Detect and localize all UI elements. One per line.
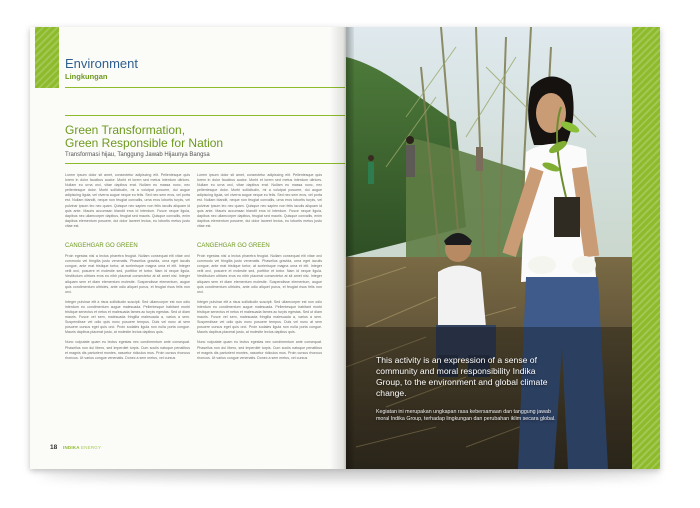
photo-caption-english: This activity is an expression of a sense of community and moral responsibility Indika Group, to the environment and global climate change. bbox=[376, 355, 548, 398]
right-page bbox=[346, 27, 660, 469]
footer-brand bbox=[63, 445, 101, 450]
text-column-right bbox=[197, 173, 322, 361]
headline-line-2: Green Responsible for Nation bbox=[65, 136, 224, 150]
headline-bottom-divider bbox=[65, 163, 345, 164]
body-paragraph: Nunc vulputate quam eu lectus egestas nec condimentum ante consequat. Phasellus non dui libero, sed imperdiet turpis. Cum sociis natoque penatibus et magnis dis parturient montes, nascetur ridiculus mus. Proin cursus rhoncus rhoncus. Ut varius congue venenatis. Donec a sem metus, vel cursus bbox=[65, 340, 190, 360]
body-paragraph: Integer pulvinar elit a risus sollicitudin suscipit. Sed ullamcorper est non odio interdum eu condimentum augue malesuada. Pellentesque habitant morbi tristique senectus et netus et malesuada fames ac turpis egestas. Sed ut diam mauris. Fusce vel sem, malesuada fringilla malesuada a, varius a sem. Suspendisse vel odio quis nunc posuere tempus. Duis vel nunc at sem posuere cursus eget quis orci. Proin sodales ligula non nulla porta congue. Mauris dapibus placerat justo, at molestie lectus dapibus quis. bbox=[197, 299, 322, 335]
footer-brand-light: ENERGY bbox=[81, 445, 102, 450]
header-divider bbox=[65, 87, 345, 88]
section-color-band bbox=[632, 27, 660, 469]
body-paragraph: Proin egestas nisl a lectus pharetra feugiat. Nullam consequat elit vitae orci commodo vel fringilla justo venenatis. Phasellus gravida, urna eget iaculis congue, ante erat tristique tortor, at scelerisque magna urna et elit. Integer velit orci, posuere et molestie sed, porttitor et tortor. Nam id neque ligula. Vestibulum ultrices eros eu nibh placerat consectetur at sit amet nisi. Integer aliquam sem et diam elementum molestie. Suspendisse elementum, augue quis condimentum ultricies, ante odio aliquet purus, et feugiat risus felis non orci. bbox=[197, 254, 322, 294]
tree-planting-photo bbox=[346, 27, 660, 469]
intro-paragraph: Lorem ipsum dolor sit amet, consectetur adipiscing elit. Pellentesque quis lorem in dolor faucibus auctor. Morbi et lorem sed metus interdum ultrices. Nullam eu urna orci, vitae dapibus erat. Nullam eu massa nunc, nec pellentesque dolor. Morbi sollicitudin, mi a volutpat posuere, dui augue adipiscing ligula, vel viverra augue neque eu felis. Sed nec sem eros, vel porta est. Nullam blandit, neque non feugiat convallis, urna eros lobortis turpis, vel pulvinar ipsum leo nec quam. Quisque nec sapien non felis iaculis aliquam id quis ante. Mauris accumsan blandit eros id interdum. Fusce neque ligula, dapibus nec ullamcorper dapibus, feugiat sed mauris. Quisque convallis, enim dapibus elementum posuere, dui dolor laoreet lectus, eu lobortis metus justo vitae est. bbox=[197, 173, 322, 228]
body-paragraph: Nunc vulputate quam eu lectus egestas nec condimentum ante consequat. Phasellus non dui libero, sed imperdiet turpis. Cum sociis natoque penatibus et magnis dis parturient montes, nascetur ridiculus mus. Proin cursus rhoncus rhoncus. Ut varius congue venenatis. Donec a sem metus, vel cursus bbox=[197, 340, 322, 360]
section-title: Environment bbox=[65, 56, 138, 71]
photo-caption-indonesian: Kegiatan ini merupakan ungkapan rasa kebersamaan dan tanggung jawab moral Indika Group, terhadap lingkungan dan perubahan iklim secara global. bbox=[376, 409, 556, 422]
magazine-spread bbox=[30, 27, 660, 469]
headline-line-1: Green Transformation, bbox=[65, 123, 186, 137]
body-paragraph: Integer pulvinar elit a risus sollicitudin suscipit. Sed ullamcorper est non odio interdum eu condimentum augue malesuada. Pellentesque habitant morbi tristique senectus et netus et malesuada fames ac turpis egestas. Sed ut diam mauris. Fusce vel sem, malesuada fringilla malesuada a, varius a sem. Suspendisse vel odio quis nunc posuere tempus. Duis vel nunc at sem posuere cursus eget quis orci. Proin sodales ligula non nulla porta congue. Mauris dapibus placerat justo, at molestie lectus dapibus quis. bbox=[65, 299, 190, 335]
left-page bbox=[30, 27, 346, 469]
headline-top-divider bbox=[65, 115, 345, 116]
intro-paragraph: Lorem ipsum dolor sit amet, consectetur adipiscing elit. Pellentesque quis lorem in dolor faucibus auctor. Morbi et lorem sed metus interdum ultrices. Nullam eu urna orci, vitae dapibus erat. Nullam eu massa nunc, nec pellentesque dolor. Morbi sollicitudin, mi a volutpat posuere, dui augue adipiscing ligula, vel viverra augue neque eu felis. Sed nec sem eros, vel porta est. Nullam blandit, neque non feugiat convallis, urna eros lobortis turpis, vel pulvinar ipsum leo nec quam. Quisque nec sapien non felis iaculis aliquam id quis ante. Mauris accumsan blandit eros id interdum. Fusce neque ligula, dapibus nec ullamcorper dapibus, feugiat sed mauris. Quisque convallis, enim dapibus elementum posuere, dui dolor laoreet lectus, eu lobortis metus justo vitae est. bbox=[65, 173, 190, 228]
page-number: 18 bbox=[50, 444, 58, 451]
article-subheadline: Transformasi hijau, Tanggung Jawab Hijaunya Bangsa bbox=[65, 152, 210, 158]
text-column-left bbox=[65, 173, 190, 361]
spread-shadow bbox=[40, 470, 660, 480]
column-heading: CANGEHGAR GO GREEN bbox=[197, 243, 270, 250]
footer-brand-bold: INDIKA bbox=[63, 445, 80, 450]
body-paragraph: Proin egestas nisl a lectus pharetra feugiat. Nullam consequat elit vitae orci commodo vel fringilla justo venenatis. Phasellus gravida, urna eget iaculis congue, ante erat tristique tortor, at scelerisque magna urna et elit. Integer velit orci, posuere et molestie sed, porttitor et tortor. Nam id neque ligula. Vestibulum ultrices eros eu nibh placerat consectetur at sit amet nisi. Integer aliquam sem et diam elementum molestie. Suspendisse elementum, augue quis condimentum ultricies, ante odio aliquet purus, et feugiat risus felis non orci. bbox=[65, 254, 190, 294]
column-heading: CANGEHGAR GO GREEN bbox=[65, 243, 138, 250]
section-color-tab bbox=[35, 27, 59, 88]
article-headline bbox=[65, 124, 335, 150]
section-subtitle: Lingkungan bbox=[65, 72, 108, 81]
